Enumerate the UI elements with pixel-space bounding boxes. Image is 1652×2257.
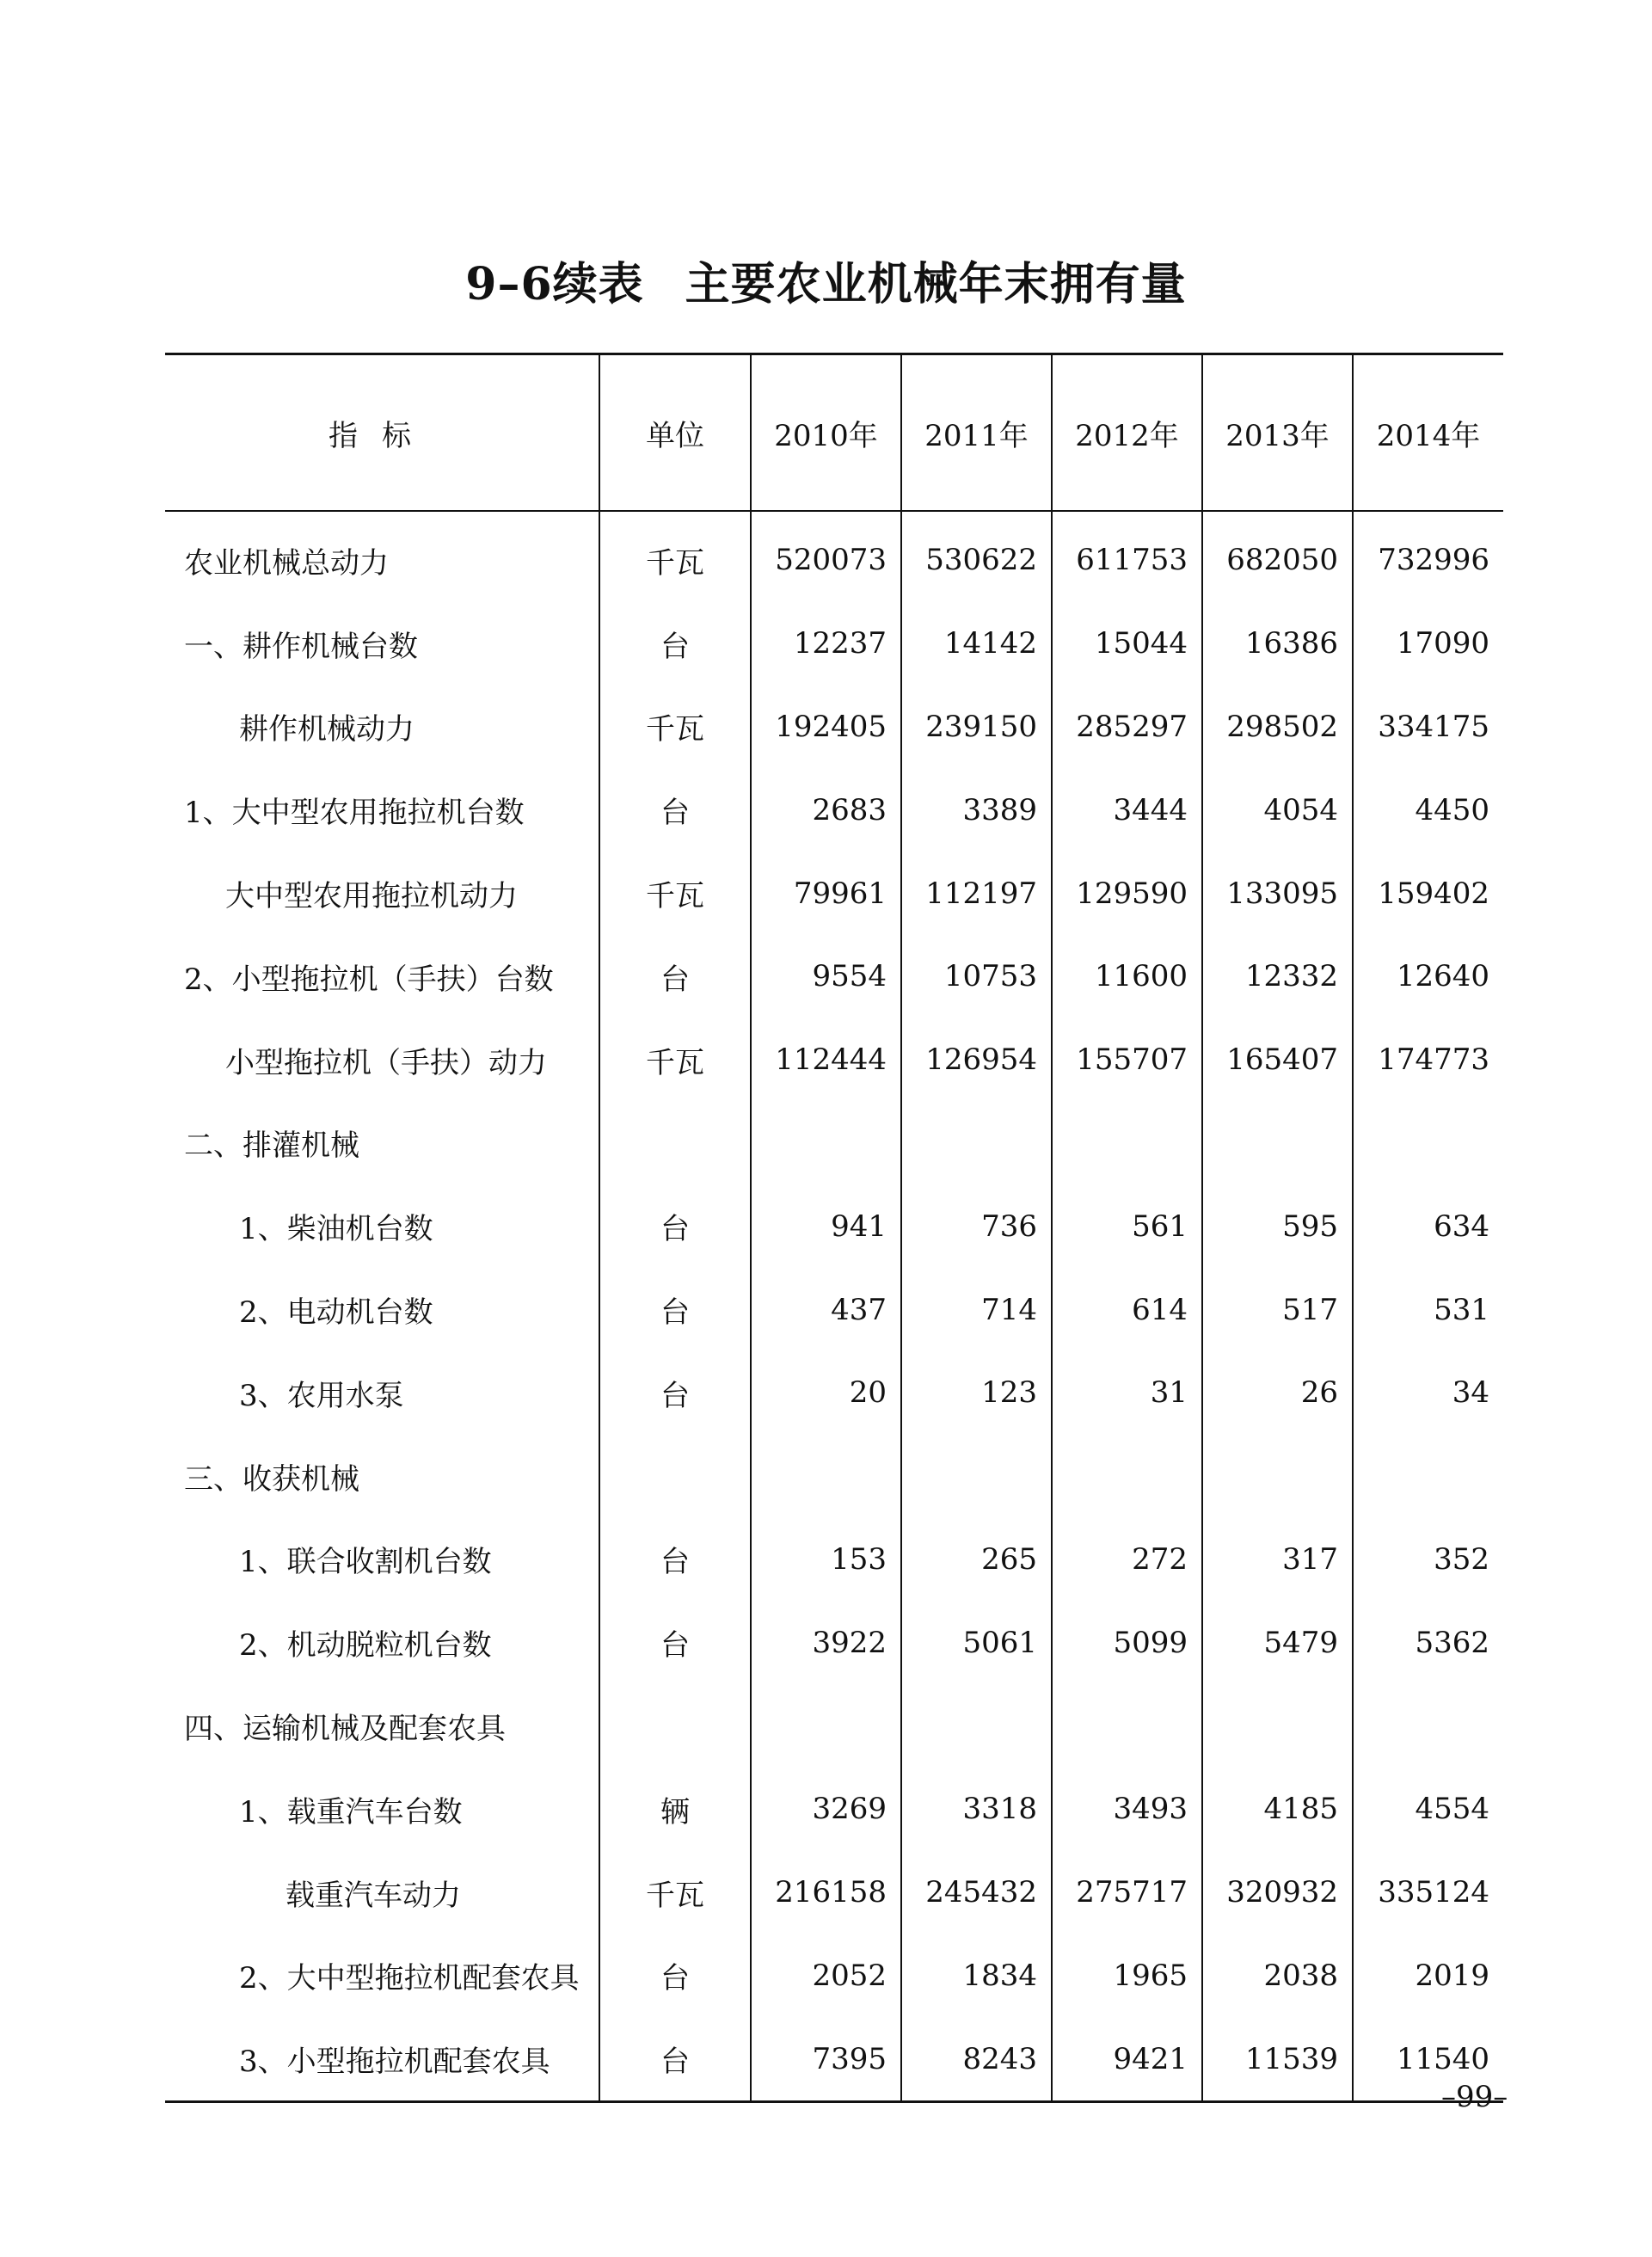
value-cell: 272 (1052, 1518, 1202, 1602)
value-cell (751, 1435, 901, 1518)
value-cell: 133095 (1202, 852, 1353, 935)
value-cell: 614 (1052, 1268, 1202, 1351)
unit-cell: 辆 (599, 1768, 751, 1851)
value-cell: 3269 (751, 1768, 901, 1851)
value-cell: 517 (1202, 1268, 1353, 1351)
table-row (165, 686, 1503, 769)
header-year: 2013年 (1202, 354, 1353, 512)
value-cell: 335124 (1353, 1851, 1503, 1934)
unit-cell: 台 (599, 1268, 751, 1351)
value-cell (1052, 1102, 1202, 1185)
table-row (165, 1018, 1503, 1102)
value-cell: 8243 (901, 2017, 1052, 2101)
value-cell: 12237 (751, 602, 901, 686)
indicator-cell: 1、柴油机台数 (239, 1212, 433, 1247)
value-cell: 34 (1353, 1351, 1503, 1435)
value-cell: 275717 (1052, 1851, 1202, 1934)
value-cell (1353, 1435, 1503, 1518)
unit-cell: 台 (599, 1934, 751, 2018)
value-cell: 12640 (1353, 935, 1503, 1018)
value-cell: 11600 (1052, 935, 1202, 1018)
table-row (165, 1184, 1503, 1268)
header-year: 2011年 (901, 354, 1052, 512)
table-body (165, 511, 1503, 2102)
value-cell: 530622 (901, 511, 1052, 602)
value-cell: 15044 (1052, 602, 1202, 686)
value-cell: 192405 (751, 686, 901, 769)
value-cell: 634 (1353, 1184, 1503, 1268)
value-cell: 531 (1353, 1268, 1503, 1351)
value-cell: 7395 (751, 2017, 901, 2101)
indicator-cell: 2、机动脱粒机台数 (239, 1628, 492, 1664)
value-cell (751, 1684, 901, 1768)
unit-cell: 千瓦 (599, 511, 751, 602)
table-row (165, 768, 1503, 852)
indicator-cell: 2、电动机台数 (239, 1295, 433, 1331)
value-cell: 14142 (901, 602, 1052, 686)
value-cell: 159402 (1353, 852, 1503, 935)
unit-cell: 千瓦 (599, 1018, 751, 1102)
table-number: 9–6续表 (465, 258, 644, 311)
unit-cell: 千瓦 (599, 852, 751, 935)
value-cell: 520073 (751, 511, 901, 602)
unit-cell: 台 (599, 1601, 751, 1684)
indicator-cell: 二、排灌机械 (184, 1128, 359, 1164)
table-row (165, 1768, 1503, 1851)
machinery-table (165, 353, 1503, 2103)
unit-cell: 台 (599, 1184, 751, 1268)
table-row (165, 1684, 1503, 1768)
unit-cell: 台 (599, 1518, 751, 1602)
value-cell: 12332 (1202, 935, 1353, 1018)
value-cell: 611753 (1052, 511, 1202, 602)
value-cell (901, 1435, 1052, 1518)
value-cell: 682050 (1202, 511, 1353, 602)
value-cell: 1834 (901, 1934, 1052, 2018)
value-cell: 153 (751, 1518, 901, 1602)
unit-cell (599, 1435, 751, 1518)
data-table-container (165, 353, 1503, 2103)
table-row (165, 1435, 1503, 1518)
table-row (165, 1518, 1503, 1602)
value-cell (901, 1684, 1052, 1768)
value-cell: 123 (901, 1351, 1052, 1435)
value-cell: 298502 (1202, 686, 1353, 769)
page-title (0, 248, 1652, 312)
indicator-cell: 耕作机械动力 (239, 712, 415, 747)
value-cell (1202, 1102, 1353, 1185)
value-cell: 317 (1202, 1518, 1353, 1602)
value-cell: 4054 (1202, 768, 1353, 852)
value-cell: 245432 (901, 1851, 1052, 1934)
value-cell: 4185 (1202, 1768, 1353, 1851)
table-row (165, 1102, 1503, 1185)
indicator-cell: 3、小型拖拉机配套农具 (239, 2045, 550, 2080)
header-indicator: 指标 (165, 354, 599, 512)
value-cell: 595 (1202, 1184, 1353, 1268)
page-number: –99– (1441, 2080, 1508, 2114)
indicator-cell: 3、农用水泵 (239, 1378, 404, 1413)
unit-cell: 台 (599, 1351, 751, 1435)
value-cell: 265 (901, 1518, 1052, 1602)
value-cell: 5099 (1052, 1601, 1202, 1684)
unit-cell: 千瓦 (599, 686, 751, 769)
indicator-cell: 2、小型拖拉机（手扶）台数 (184, 962, 554, 997)
table-row (165, 1934, 1503, 2018)
table-row (165, 1351, 1503, 1435)
value-cell (1052, 1684, 1202, 1768)
unit-cell (599, 1102, 751, 1185)
value-cell: 285297 (1052, 686, 1202, 769)
value-cell: 216158 (751, 1851, 901, 1934)
value-cell: 2683 (751, 768, 901, 852)
value-cell: 4450 (1353, 768, 1503, 852)
value-cell: 561 (1052, 1184, 1202, 1268)
table-row (165, 935, 1503, 1018)
header-year: 2014年 (1353, 354, 1503, 512)
value-cell: 9421 (1052, 2017, 1202, 2101)
value-cell: 5362 (1353, 1601, 1503, 1684)
value-cell: 2052 (751, 1934, 901, 2018)
value-cell: 155707 (1052, 1018, 1202, 1102)
unit-cell: 千瓦 (599, 1851, 751, 1934)
value-cell (1052, 1435, 1202, 1518)
value-cell: 732996 (1353, 511, 1503, 602)
value-cell (1353, 1684, 1503, 1768)
value-cell: 3493 (1052, 1768, 1202, 1851)
unit-cell: 台 (599, 768, 751, 852)
table-row (165, 1268, 1503, 1351)
value-cell: 334175 (1353, 686, 1503, 769)
value-cell: 11539 (1202, 2017, 1353, 2101)
indicator-cell: 农业机械总动力 (184, 545, 389, 581)
table-row (165, 1851, 1503, 1934)
indicator-cell: 四、运输机械及配套农具 (184, 1712, 506, 1747)
indicator-cell: 载重汽车动力 (286, 1878, 461, 1913)
indicator-cell: 1、大中型农用拖拉机台数 (184, 796, 525, 831)
value-cell: 16386 (1202, 602, 1353, 686)
value-cell: 320932 (1202, 1851, 1353, 1934)
value-cell: 239150 (901, 686, 1052, 769)
value-cell: 3318 (901, 1768, 1052, 1851)
value-cell: 26 (1202, 1351, 1353, 1435)
header-unit: 单位 (599, 354, 751, 512)
header-year: 2012年 (1052, 354, 1202, 512)
value-cell: 174773 (1353, 1018, 1503, 1102)
value-cell: 2019 (1353, 1934, 1503, 2018)
value-cell: 714 (901, 1268, 1052, 1351)
value-cell: 112444 (751, 1018, 901, 1102)
value-cell (901, 1102, 1052, 1185)
unit-cell: 台 (599, 602, 751, 686)
value-cell: 2038 (1202, 1934, 1353, 2018)
header-row (165, 354, 1503, 512)
value-cell (1353, 1102, 1503, 1185)
table-row (165, 852, 1503, 935)
value-cell: 112197 (901, 852, 1052, 935)
value-cell: 31 (1052, 1351, 1202, 1435)
value-cell: 165407 (1202, 1018, 1353, 1102)
value-cell: 17090 (1353, 602, 1503, 686)
table-row (165, 1601, 1503, 1684)
value-cell (1202, 1435, 1353, 1518)
indicator-cell: 1、联合收割机台数 (239, 1545, 492, 1580)
value-cell: 4554 (1353, 1768, 1503, 1851)
unit-cell: 台 (599, 935, 751, 1018)
value-cell (1202, 1684, 1353, 1768)
value-cell: 126954 (901, 1018, 1052, 1102)
indicator-cell: 三、收获机械 (184, 1461, 359, 1497)
value-cell: 5479 (1202, 1601, 1353, 1684)
value-cell: 10753 (901, 935, 1052, 1018)
value-cell: 129590 (1052, 852, 1202, 935)
unit-cell: 台 (599, 2017, 751, 2101)
value-cell: 5061 (901, 1601, 1052, 1684)
value-cell: 79961 (751, 852, 901, 935)
table-title-text: 主要农业机械年末拥有量 (685, 258, 1187, 311)
indicator-cell: 小型拖拉机（手扶）动力 (225, 1045, 547, 1080)
value-cell: 352 (1353, 1518, 1503, 1602)
table-row (165, 602, 1503, 686)
value-cell: 20 (751, 1351, 901, 1435)
value-cell: 437 (751, 1268, 901, 1351)
table-row (165, 511, 1503, 602)
value-cell: 3444 (1052, 768, 1202, 852)
header-year: 2010年 (751, 354, 901, 512)
indicator-cell: 一、耕作机械台数 (184, 629, 418, 664)
value-cell: 941 (751, 1184, 901, 1268)
value-cell: 3389 (901, 768, 1052, 852)
value-cell: 11540 (1353, 2017, 1503, 2101)
value-cell: 3922 (751, 1601, 901, 1684)
indicator-cell: 2、大中型拖拉机配套农具 (239, 1961, 580, 1996)
value-cell (751, 1102, 901, 1185)
unit-cell (599, 1684, 751, 1768)
value-cell: 1965 (1052, 1934, 1202, 2018)
indicator-cell: 大中型农用拖拉机动力 (225, 879, 518, 914)
table-row (165, 2017, 1503, 2101)
value-cell: 9554 (751, 935, 901, 1018)
indicator-cell: 1、载重汽车台数 (239, 1794, 463, 1830)
value-cell: 736 (901, 1184, 1052, 1268)
